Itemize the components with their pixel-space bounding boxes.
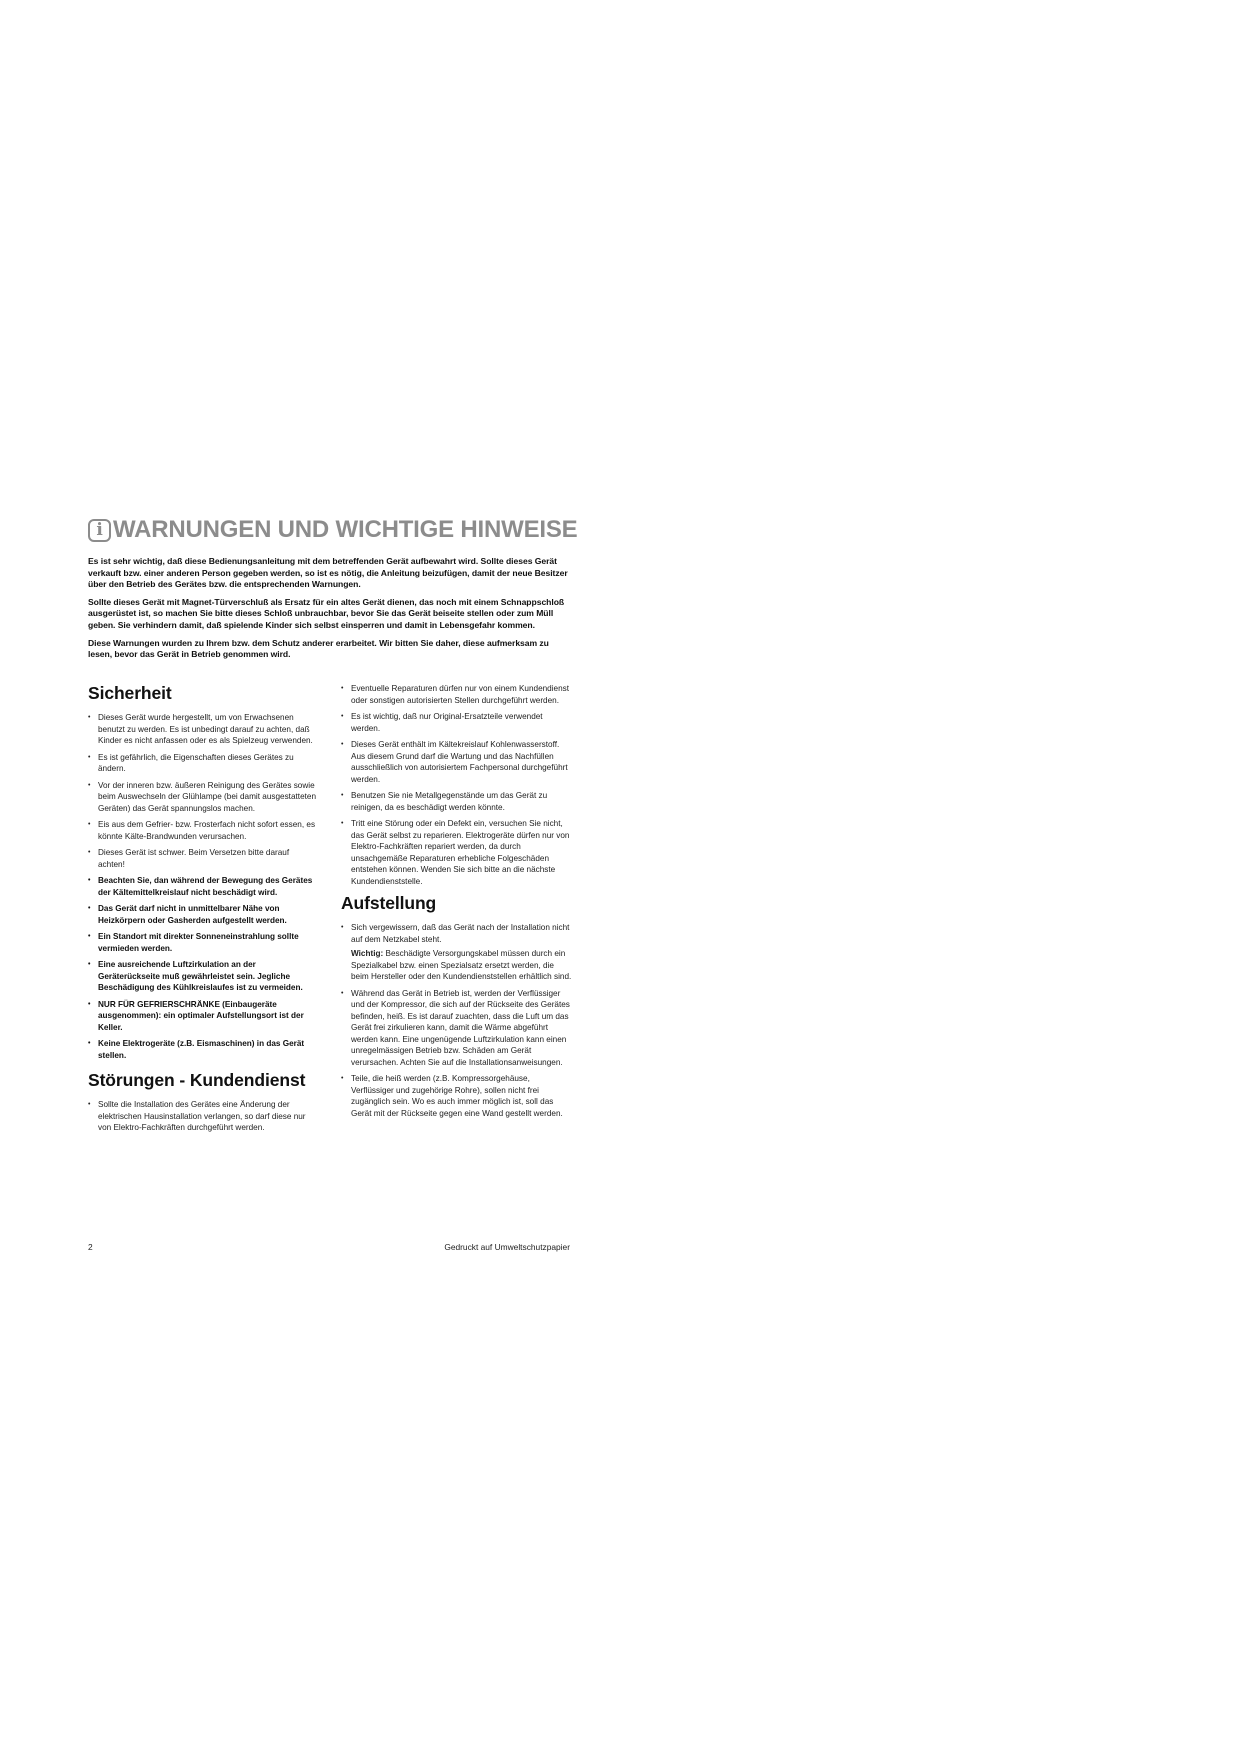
intro-paragraph: Sollte dieses Gerät mit Magnet-Türverschluß als Ersatz für ein altes Gerät dienen, das noch mit einem Schnappschloß ausgerüstet ist, so machen Sie bitte dieses Schloß unbrauchbar, bevor Sie das Gerät beiseite stellen oder zum Müll geben. Sie verhindern damit, daß spielende Kinder sich selbst einsperren und damit in Lebensgefahr kommen.	[88, 596, 565, 630]
section-heading-stoerungen: Störungen - Kundendienst	[88, 1070, 306, 1090]
list-item: • Ein Standort mit direkter Sonneneinstrahlung sollte vermieden werden.	[88, 931, 318, 954]
list-item: • Eventuelle Reparaturen dürfen nur von einem Kundendienst oder sonstigen autorisierten Stellen durchgeführt werden.	[341, 683, 573, 706]
sicherheit-list	[88, 712, 318, 1061]
left-column	[88, 682, 318, 1139]
aufstellung-list	[341, 922, 573, 1119]
list-item: • Benutzen Sie nie Metallgegenstände um das Gerät zu reinigen, da es beschädigt werden könnte.	[341, 790, 573, 813]
page-number: 2	[88, 1242, 93, 1252]
page-title-text: WARNUNGEN UND WICHTIGE HINWEISE	[113, 516, 578, 543]
intro-block	[88, 556, 570, 667]
list-item: • Eine ausreichende Luftzirkulation an der Geräterückseite muß gewährleistet sein. Jegliche Beschädigung des Kühlkreislaufes ist zu vermeiden.	[88, 959, 318, 994]
section-heading-sicherheit: Sicherheit	[88, 683, 172, 703]
list-item: • Sollte die Installation des Gerätes eine Änderung der elektrischen Hausinstallation verlangen, so darf diese nur von Elektro-Fachkräften durchgeführt werden.	[88, 1099, 318, 1134]
list-item: • Beachten Sie, dan während der Bewegung des Gerätes der Kältemittelkreislauf nicht beschädigt wird.	[88, 875, 318, 898]
list-item: • Dieses Gerät ist schwer. Beim Versetzen bitte darauf achten!	[88, 847, 318, 870]
list-item: • Vor der inneren bzw. äußeren Reinigung des Gerätes sowie beim Auswechseln der Glühlampe (bei damit ausgestatteten Geräten) das Gerät spannungslos machen.	[88, 780, 318, 815]
list-item: • Keine Elektrogeräte (z.B. Eismaschinen) in das Gerät stellen.	[88, 1038, 318, 1061]
right-column	[341, 683, 573, 1124]
list-item: • NUR FÜR GEFRIERSCHRÄNKE (Einbaugeräte ausgenommen): ein optimaler Aufstellungsort ist der Keller.	[88, 999, 318, 1034]
stoerungen-list-continued	[341, 683, 573, 887]
info-icon: i	[88, 519, 111, 542]
list-item: • Tritt eine Störung oder ein Defekt ein, versuchen Sie nicht, das Gerät selbst zu reparieren. Elektrogeräte dürfen nur von Elektro-Fachkräften repariert werden, da durch unsachgemäße Reparaturen erhebliche Folgeschäden entstehen können. Wenden Sie sich bitte an die nächste Kundendienststelle.	[341, 818, 573, 887]
list-item: • Dieses Gerät wurde hergestellt, um von Erwachsenen benutzt zu werden. Es ist unbedingt darauf zu achten, daß Kinder es nicht anfassen oder es als Spielzeug verwenden.	[88, 712, 318, 747]
stoerungen-list	[88, 1099, 318, 1134]
list-item: • Eis aus dem Gefrier- bzw. Frosterfach nicht sofort essen, es könnte Kälte-Brandwunden verursachen.	[88, 819, 318, 842]
intro-paragraph: Diese Warnungen wurden zu Ihrem bzw. dem Schutz anderer erarbeitet. Wir bitten Sie daher, diese aufmerksam zu lesen, bevor das Gerät in Betrieb genommen wird.	[88, 637, 549, 660]
important-note	[351, 948, 573, 983]
important-note-text: Beschädigte Versorgungskabel müssen durch ein Spezialkabel bzw. einen Spezialsatz ersetzt werden, die beim Hersteller oder den Kundendienststellen erhältlich sind.	[351, 949, 572, 981]
list-item-text: Sich vergewissern, daß das Gerät nach der Installation nicht auf dem Netzkabel steht.	[351, 923, 570, 944]
list-item	[341, 922, 573, 983]
printed-note: Gedruckt auf Umweltschutzpapier	[444, 1242, 570, 1252]
list-item: • Es ist wichtig, daß nur Original-Ersatzteile verwendet werden.	[341, 711, 573, 734]
intro-paragraph: Es ist sehr wichtig, daß diese Bedienungsanleitung mit dem betreffenden Gerät aufbewahrt wird. Sollte dieses Gerät verkauft bzw. einer anderen Person gegeben werden, so ist es nötig, die Anleitung beizufügen, damit der neue Besitzer über den Betrieb des Gerätes bzw. die entsprechenden Warnungen.	[88, 556, 568, 590]
list-item: • Während das Gerät in Betrieb ist, werden der Verflüssiger und der Kompressor, die sich auf der Rückseite des Gerätes befinden, heiß. Es ist darauf zuachten, dass die Luft um das Gerät frei zirkulieren kann, damit die Wärme abgeführt werden kann. Eine ungenügende Luftzirkulation kann einen unregelmässigen Betrieb bzw. Schäden am Gerät verursachen. Achten Sie auf die Installationsanweisungen.	[341, 988, 573, 1069]
page-title	[88, 516, 648, 544]
list-item: • Teile, die heiß werden (z.B. Kompressorgehäuse, Verflüssiger und zugehörige Rohre), sollen nicht frei zugänglich sein. Wo es auch immer möglich ist, soll das Gerät mit der Rückseite gegen eine Wand gestellt werden.	[341, 1073, 573, 1119]
important-note-label: Wichtig:	[351, 949, 384, 958]
list-item: • Das Gerät darf nicht in unmittelbarer Nähe von Heizkörpern oder Gasherden aufgestellt werden.	[88, 903, 318, 926]
list-item: • Es ist gefährlich, die Eigenschaften dieses Gerätes zu ändern.	[88, 752, 318, 775]
list-item: • Dieses Gerät enthält im Kältekreislauf Kohlenwasserstoff. Aus diesem Grund darf die Wartung und das Nachfüllen ausschließlich von autorisiertem Fachpersonal durchgeführt werden.	[341, 739, 573, 785]
section-heading-aufstellung: Aufstellung	[341, 893, 437, 913]
